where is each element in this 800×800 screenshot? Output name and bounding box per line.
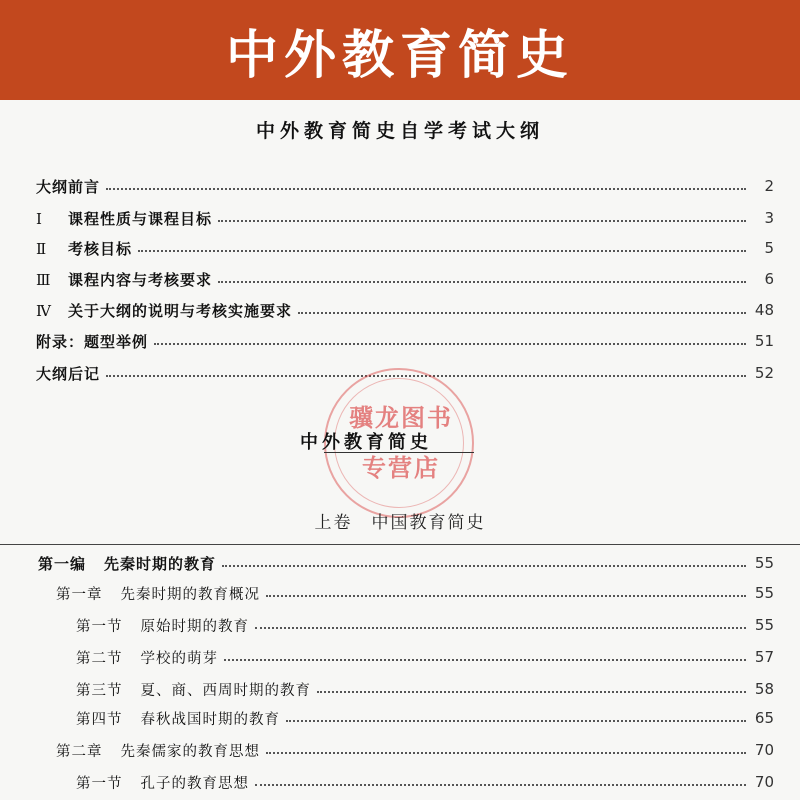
- outline-entry-title: 课程内容与考核要求: [68, 270, 213, 289]
- contents-entry-label: [56, 740, 260, 761]
- outline-title: 中外教育简史自学考试大纲: [255, 120, 544, 142]
- entry-prefix: 第一编: [38, 554, 87, 573]
- outline-entry[interactable]: [36, 206, 774, 230]
- dot-leader: [222, 565, 746, 567]
- roman-numeral: Ⅳ: [36, 301, 52, 320]
- contents-entry-label: [76, 647, 218, 668]
- contents-entry-chapter[interactable]: [56, 738, 774, 762]
- contents-entry-section[interactable]: [76, 677, 774, 701]
- outline-entry-label: [36, 269, 212, 290]
- dot-leader: [286, 720, 746, 722]
- contents-entry-label: [76, 615, 249, 636]
- outline-entry[interactable]: [36, 329, 774, 353]
- entry-prefix: 第二节: [76, 650, 123, 667]
- page-number: 55: [754, 616, 774, 634]
- outline-entry-title: 考核目标: [68, 239, 133, 258]
- dot-leader: [317, 691, 746, 693]
- header-banner: [0, 0, 800, 100]
- outline-entry[interactable]: [36, 267, 774, 291]
- outline-entry-label: [36, 238, 132, 259]
- section-divider: [0, 544, 800, 545]
- banner-title: 中外教育简史: [225, 25, 574, 86]
- page-number: 52: [754, 364, 774, 382]
- outline-entry[interactable]: [36, 361, 774, 385]
- outline-entry-title: 大纲前言: [36, 177, 101, 196]
- outline-entry[interactable]: [36, 174, 774, 198]
- entry-prefix: 第三节: [76, 682, 123, 699]
- entry-title: 原始时期的教育: [140, 618, 249, 635]
- outline-entry-title: 关于大纲的说明与考核实施要求: [68, 301, 293, 320]
- entry-title: 先秦时期的教育概况: [120, 586, 260, 603]
- entry-title: 孔子的教育思想: [140, 775, 249, 792]
- outline-entry-label: [36, 363, 100, 384]
- page-number: 48: [754, 301, 774, 319]
- dot-leader: [138, 250, 746, 252]
- page-number: 55: [754, 554, 774, 572]
- dot-leader: [106, 188, 746, 190]
- entry-prefix: 第一节: [76, 775, 123, 792]
- contents-entry-section[interactable]: [76, 770, 774, 794]
- dot-leader: [106, 375, 746, 377]
- dot-leader: [266, 752, 746, 754]
- dot-leader: [255, 784, 746, 786]
- dot-leader: [218, 281, 746, 283]
- dot-leader: [154, 343, 746, 345]
- entry-title: 先秦时期的教育: [104, 554, 217, 573]
- contents-entry-label: [38, 553, 216, 574]
- contents-entry-part[interactable]: [38, 551, 774, 575]
- page-number: 57: [754, 648, 774, 666]
- contents-entry-label: [76, 679, 311, 700]
- page-number: 5: [764, 239, 774, 257]
- roman-numeral: Ⅱ: [36, 239, 48, 258]
- outline-entry[interactable]: [36, 298, 774, 322]
- roman-numeral: Ⅰ: [36, 209, 43, 228]
- outline-entry-title: 课程性质与课程目标: [68, 209, 213, 228]
- page-number: 58: [754, 680, 774, 698]
- entry-title: 夏、商、西周时期的教育: [140, 682, 311, 699]
- outline-entry-title: 附录：题型举例: [36, 332, 149, 351]
- page-number: 70: [754, 773, 774, 791]
- page-number: 3: [764, 209, 774, 227]
- page-number: 70: [754, 741, 774, 759]
- outline-entry-label: [36, 300, 292, 321]
- contents-entry-section[interactable]: [76, 613, 774, 637]
- dot-leader: [298, 312, 746, 314]
- contents-entry-label: [76, 708, 280, 729]
- book-title-underline: [324, 452, 474, 453]
- dot-leader: [266, 595, 746, 597]
- outline-entry-label: [36, 176, 100, 197]
- outline-entry-label: [36, 208, 212, 229]
- outline-entry-label: [36, 331, 148, 352]
- entry-title: 先秦儒家的教育思想: [120, 743, 260, 760]
- page-number: 65: [754, 709, 774, 727]
- page-number: 6: [764, 270, 774, 288]
- contents-entry-label: [76, 772, 249, 793]
- stamp-line-2: 专营店: [362, 454, 440, 482]
- entry-prefix: 第一章: [56, 586, 103, 603]
- outline-entry-title: 大纲后记: [36, 364, 101, 383]
- stamp-line-1: 骥龙图书: [349, 404, 453, 432]
- contents-entry-section[interactable]: [76, 645, 774, 669]
- entry-prefix: 第四节: [76, 711, 123, 728]
- dot-leader: [224, 659, 746, 661]
- dot-leader: [255, 627, 746, 629]
- page-number: 2: [764, 177, 774, 195]
- page-number: 55: [754, 584, 774, 602]
- entry-prefix: 第一节: [76, 618, 123, 635]
- roman-numeral: Ⅲ: [36, 270, 52, 289]
- outline-entry[interactable]: [36, 236, 774, 260]
- book-title: 中外教育简史: [300, 432, 432, 453]
- contents-entry-label: [56, 583, 260, 604]
- entry-title: 春秋战国时期的教育: [140, 711, 280, 728]
- contents-entry-section[interactable]: [76, 706, 774, 730]
- contents-entry-chapter[interactable]: [56, 581, 774, 605]
- entry-prefix: 第二章: [56, 743, 103, 760]
- entry-title: 学校的萌芽: [140, 650, 218, 667]
- dot-leader: [218, 220, 746, 222]
- page-number: 51: [754, 332, 774, 350]
- volume-title: 上卷 中国教育简史: [314, 513, 486, 533]
